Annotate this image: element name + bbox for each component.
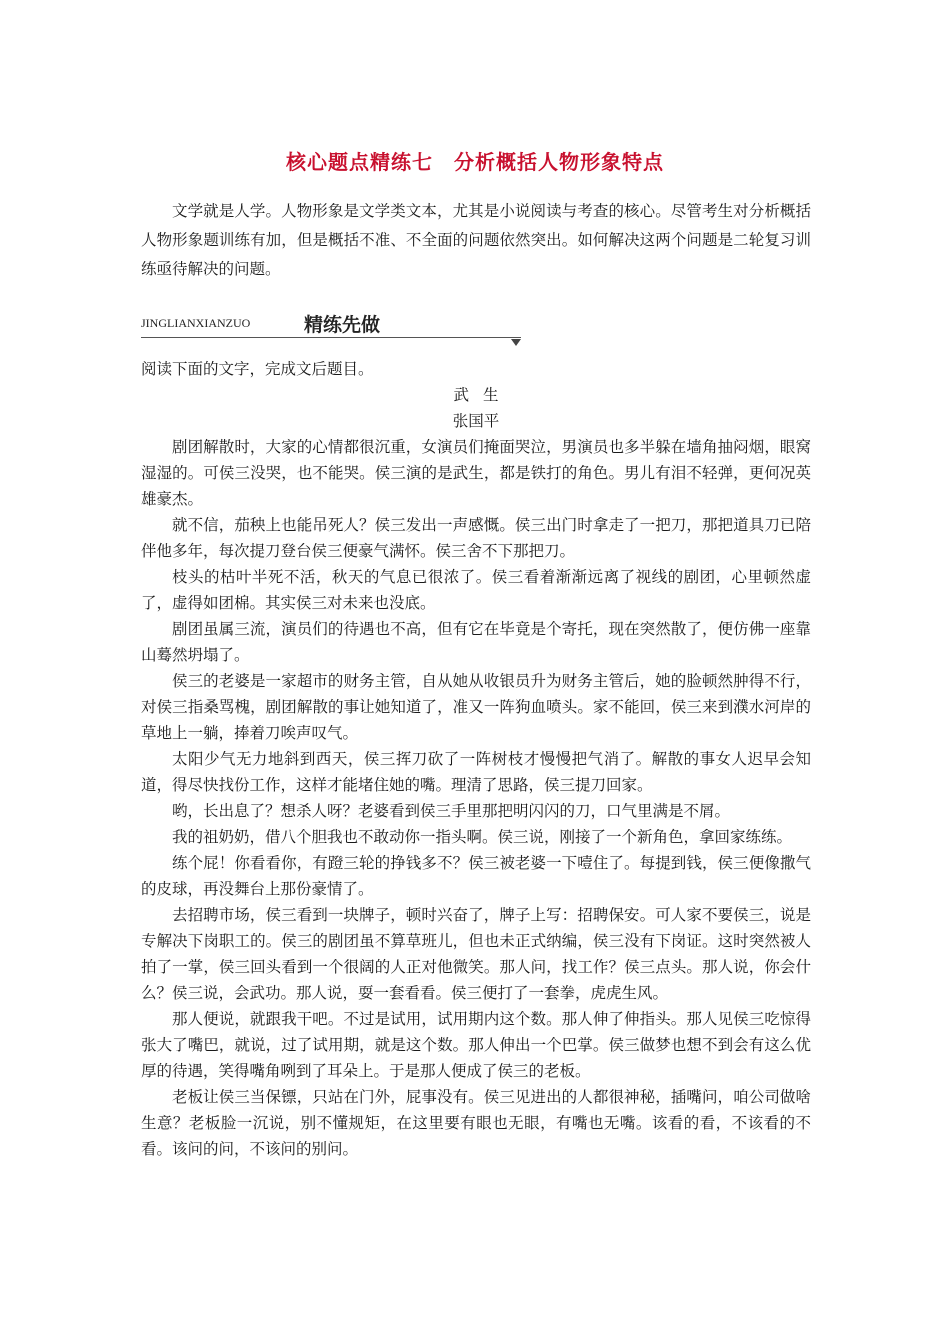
story-paragraph: 就不信，茄秧上也能吊死人？侯三发出一声感慨。侯三出门时拿走了一把刀，那把道具刀已陪伴他多年，每次提刀登台侯三便豪气满怀。侯三舍不下那把刀。: [141, 516, 811, 560]
story-paragraph: 去招聘市场，侯三看到一块牌子，顿时兴奋了，牌子上写：招聘保安。可人家不要侯三，说是专解决下岗职工的。侯三的剧团虽不算草班儿，但也未正式纳编，侯三没有下岗证。这时突然被人拍了一掌，侯三回头看到一个很阔的人正对他微笑。那人问，找工作？侯三点头。那人说，你会什么？侯三说，会武功。那人说，耍一套看看。侯三便打了一套拳，虎虎生风。: [141, 906, 811, 1002]
section-header: [141, 310, 521, 350]
instruction-text: 阅读下面的文字，完成文后题目。: [141, 360, 374, 378]
story-paragraph: 剧团虽属三流，演员们的待遇也不高，但有它在毕竟是个寄托，现在突然散了，便仿佛一座靠山蓦然坍塌了。: [141, 620, 811, 664]
story-author: 张国平: [452, 412, 500, 430]
story-paragraph: 练个屁！你看看你，有蹬三轮的挣钱多不？侯三被老婆一下噎住了。每提到钱，侯三便像撒气的皮球，再没舞台上那份豪情了。: [141, 854, 811, 898]
story-paragraph: 哟，长出息了？想杀人呀？老婆看到侯三手里那把明闪闪的刀，口气里满是不屑。: [172, 802, 731, 820]
story-paragraph: 我的祖奶奶，借八个胆我也不敢动你一指头啊。侯三说，刚接了一个新角色，拿回家练练。: [172, 828, 793, 846]
section-pinyin: JINGLIANXIANZUO: [141, 316, 251, 330]
page-title: 核心题点精练七 分析概括人物形象特点: [286, 150, 664, 174]
story-title: 武生: [453, 386, 513, 404]
reading-passage: [141, 356, 811, 1162]
story-paragraph: 太阳少气无力地斜到西天，侯三挥刀砍了一阵树枝才慢慢把气消了。解散的事女人迟早会知道，得尽快找份工作，这样才能堵住她的嘴。理清了思路，侯三提刀回家。: [141, 750, 811, 794]
section-divider: [141, 337, 521, 338]
story-paragraph: 侯三的老婆是一家超市的财务主管，自从她从收银员升为财务主管后，她的脸顿然肿得不行，对侯三指桑骂槐，剧团解散的事让她知道了，准又一阵狗血喷头。家不能回，侯三来到濮水河岸的草地上一躺，捧着刀唉声叹气。: [141, 672, 811, 742]
section-label: 精练先做: [304, 314, 381, 336]
story-paragraph: 剧团解散时，大家的心情都很沉重，女演员们掩面哭泣，男演员也多半躲在墙角抽闷烟，眼窝湿湿的。可侯三没哭，也不能哭。侯三演的是武生，都是铁打的角色。男儿有泪不轻弹，更何况英雄豪杰。: [141, 438, 811, 508]
story-paragraph: 老板让侯三当保镖，只站在门外，屁事没有。侯三见进出的人都很神秘，插嘴问，咱公司做啥生意？老板脸一沉说，别不懂规矩，在这里要有眼也无眼，有嘴也无嘴。该看的看，不该看的不看。该问的问，不该问的别问。: [141, 1088, 811, 1158]
story-paragraph: 枝头的枯叶半死不活，秋天的气息已很浓了。侯三看着渐渐远离了视线的剧团，心里顿然虚了，虚得如团棉。其实侯三对未来也没底。: [141, 568, 811, 612]
intro-paragraph: 文学就是人学。人物形象是文学类文本，尤其是小说阅读与考查的核心。尽管考生对分析概括人物形象题训练有加，但是概括不准、不全面的问题依然突出。如何解决这两个问题是二轮复习训练亟待解决的问题。: [141, 202, 811, 278]
story-paragraph: 那人便说，就跟我干吧。不过是试用，试用期内这个数。那人伸了伸指头。那人见侯三吃惊得张大了嘴巴，就说，过了试用期，就是这个数。那人伸出一个巴掌。侯三做梦也想不到会有这么优厚的待遇，笑得嘴角咧到了耳朵上。于是那人便成了侯三的老板。: [141, 1010, 811, 1080]
triangle-marker-icon: [511, 339, 521, 346]
